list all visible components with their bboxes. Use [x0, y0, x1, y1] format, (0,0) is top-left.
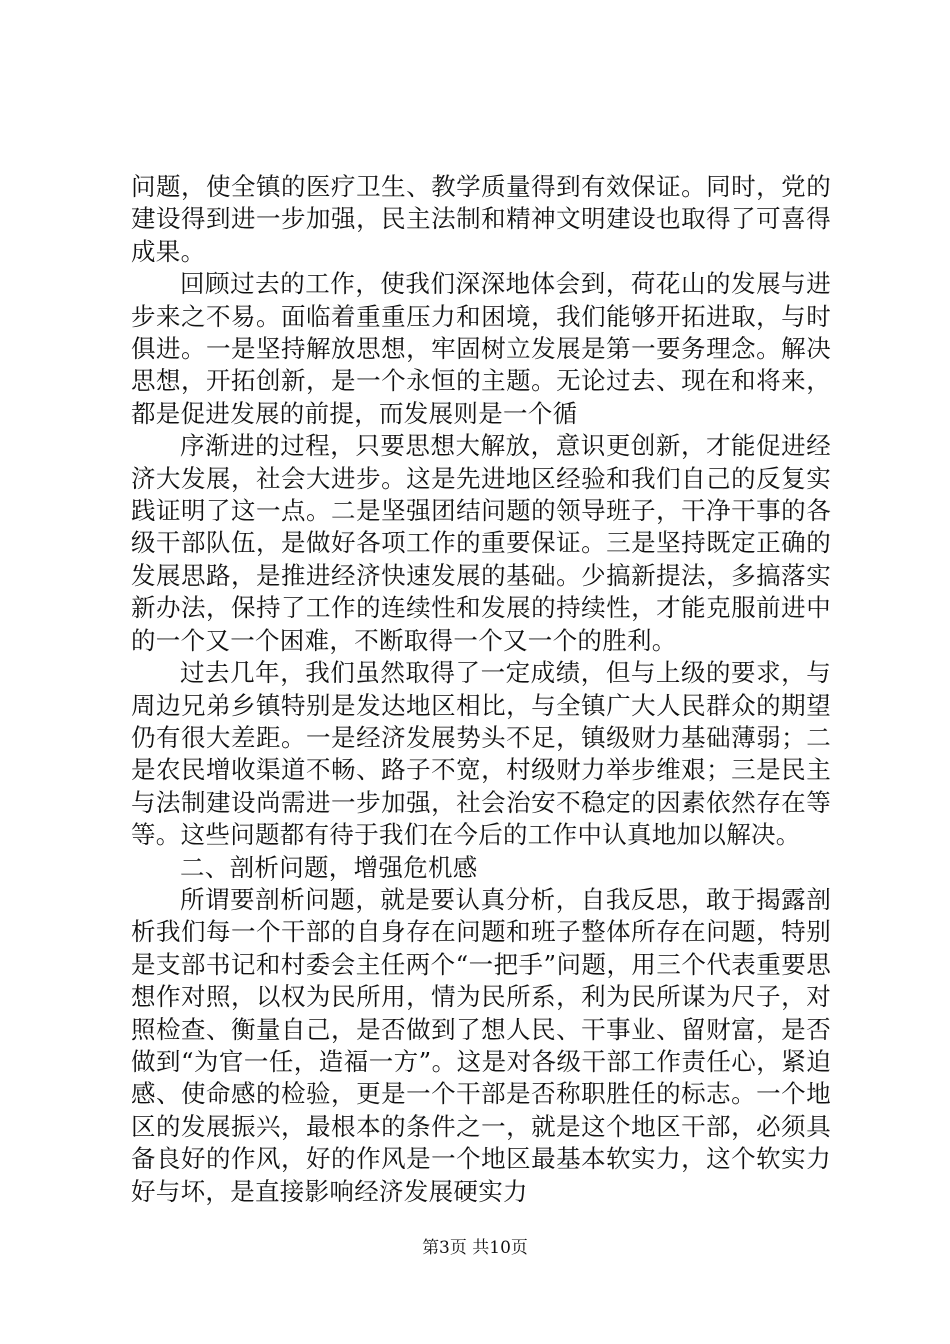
paragraph-gaps: 过去几年，我们虽然取得了一定成绩，但与上级的要求，与周边兄弟乡镇特别是发达地区相比，与全镇广大人民群众的期望仍有很大差距。一是经济发展势头不足，镇级财力基础薄弱；二是农民增收渠道不畅、路子不宽，村级财力举步维艰；三是民主与法制建设尚需进一步加强，社会治安不稳定的因素依然存在等等。这些问题都有待于我们在今后的工作中认真地加以解决。	[131, 658, 831, 850]
section-heading: 二、剖析问题，增强危机感	[180, 852, 478, 882]
paragraph-review-work: 回顾过去的工作，使我们深深地体会到，荷花山的发展与进步来之不易。面临着重重压力和困境，我们能够开拓进取，与时俱进。一是坚持解放思想，牢固树立发展是第一要务理念。解决思想，开拓创新，是一个永恒的主题。无论过去、现在和将来，都是促进发展的前提，而发展则是一个循	[131, 269, 831, 428]
document-body	[131, 171, 831, 1208]
paragraph-continuation: 问题，使全镇的医疗卫生、教学质量得到有效保证。同时，党的建设得到进一步加强，民主法制和精神文明建设也取得了可喜得成果。	[131, 172, 831, 266]
page-number-footer: 第3页 共10页	[422, 1238, 528, 1258]
paragraph-analysis: 所谓要剖析问题，就是要认真分析，自我反思，敢于揭露剖析我们每一个干部的自身存在问题和班子整体所存在问题，特别是支部书记和村委会主任两个“一把手”问题，用三个代表重要思想作对照，以权为民所用，情为民所系，利为民所谋为尺子，对照检查、衡量自己，是否做到了想人民、干事业、留财富，是否做到“为官一任，造福一方”。这是对各级干部工作责任心，紧迫感、使命感的检验，更是一个干部是否称职胜任的标志。一个地区的发展振兴，最根本的条件之一，就是这个地区干部，必须具备良好的作风，好的作风是一个地区最基本软实力，这个软实力好与坏，是直接影响经济发展硬实力	[131, 884, 831, 1206]
paragraph-gradual-process: 序渐进的过程，只要思想大解放，意识更创新，才能促进经济大发展，社会大进步。这是先进地区经验和我们自己的反复实践证明了这一点。二是坚强团结问题的领导班子，干净干事的各级干部队伍，是做好各项工作的重要保证。三是坚持既定正确的发展思路，是推进经济快速发展的基础。少搞新提法，多搞落实新办法，保持了工作的连续性和发展的持续性，才能克服前进中的一个又一个困难，不断取得一个又一个的胜利。	[131, 431, 831, 655]
